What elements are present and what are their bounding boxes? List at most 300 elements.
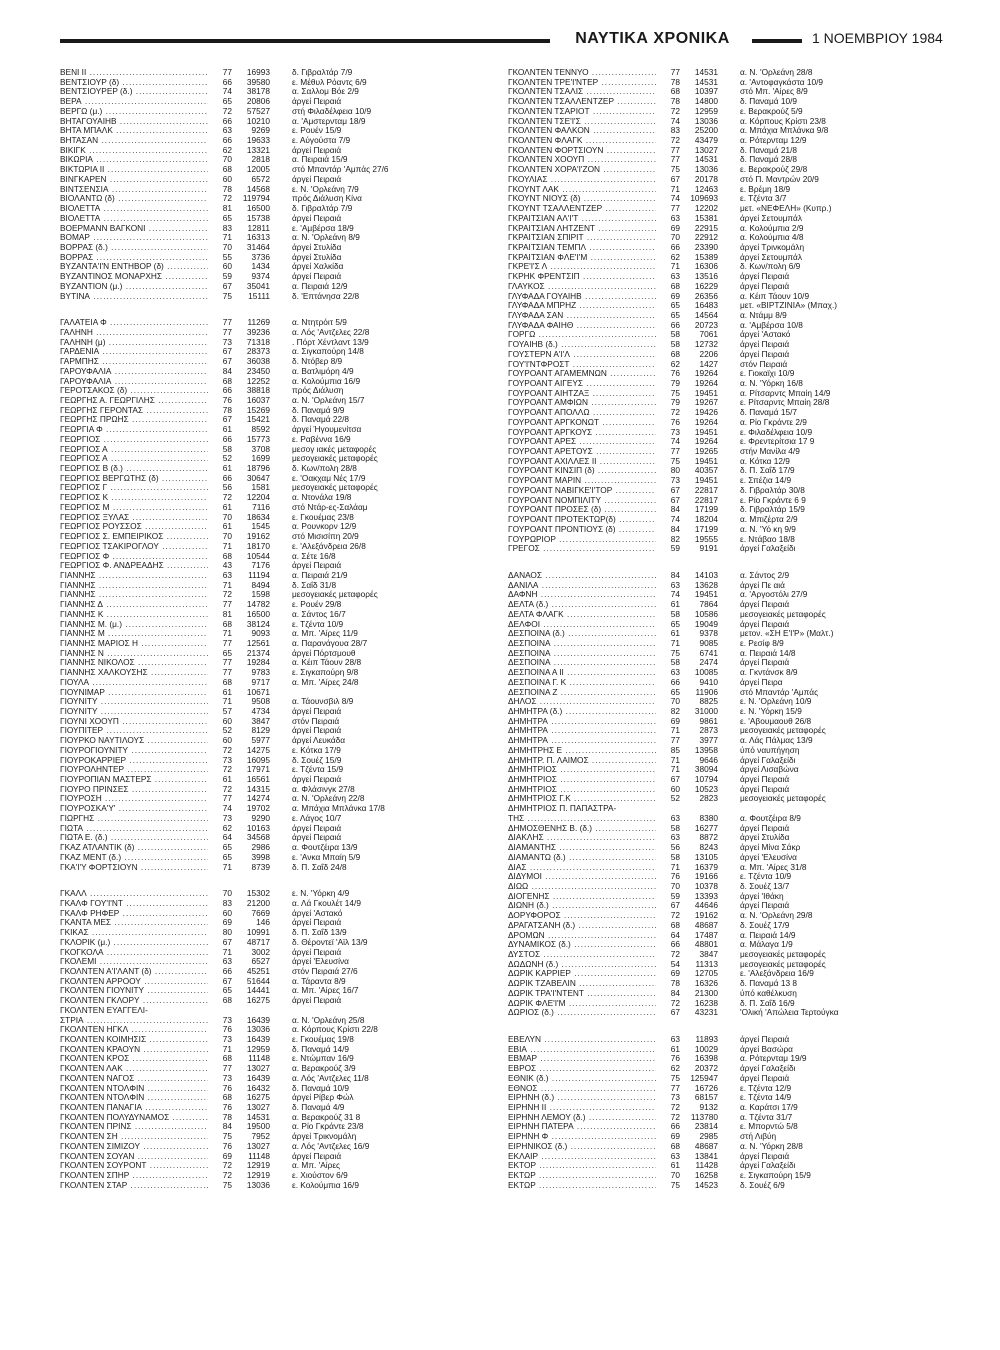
build-year: 58 <box>670 823 680 833</box>
ship-name: ΓΟΥΡΟΑΝΤ ΑΡΓΚΟΥΣ ..... <box>508 428 656 438</box>
ship-name: ΓΟΥΡΟΑΝΤ ΑΓΑΜΕΜΝΩΝ ..... <box>508 369 656 379</box>
ship-row <box>508 707 938 717</box>
ship-name: ΓΙΟΥΡΟ ΠΡΙΝΣΕΣ ..... <box>60 785 208 795</box>
gross-tonnage: 1581 <box>251 483 270 493</box>
build-year: 69 <box>222 918 232 928</box>
ship-row <box>60 175 490 185</box>
gross-tonnage: 2985 <box>699 1132 718 1142</box>
build-year: 73 <box>222 1073 232 1083</box>
gross-tonnage: 16398 <box>694 1054 718 1064</box>
ship-row <box>508 969 938 979</box>
gross-tonnage: 10210 <box>246 116 270 126</box>
build-year: 70 <box>670 233 680 243</box>
ship-name: ΓΟΥΡΟΑΝΤ ΑΜΦΙΩΝ ..... <box>508 398 656 408</box>
ship-name: ΔΗΜΗΤΡΙΟΣ ..... <box>508 765 656 775</box>
ship-name: ΔΙΔΥΜΟΙ ..... <box>508 872 656 882</box>
ship-status: δ. Γιβραλτάρ 7/9 <box>292 68 353 77</box>
build-year: 75 <box>670 1180 680 1190</box>
ship-row <box>60 620 490 630</box>
ship-name: ΓΟΥΡΟΑΝΤ ΠΡΟΝΤΙΟΥΣ (δ) ..... <box>508 525 656 535</box>
build-year: 73 <box>670 1093 680 1103</box>
ship-status: άργεί 'Ελευσίνα <box>292 957 349 967</box>
gross-tonnage: 8739 <box>251 862 270 872</box>
ship-name: ΔΕΣΠΟΙΝΑ Α II ..... <box>508 668 656 678</box>
ship-status: δ. Παναμά 10/9 <box>740 97 797 107</box>
gross-tonnage: 30647 <box>246 473 270 483</box>
ship-row <box>508 794 938 804</box>
ship-row <box>508 369 938 379</box>
gross-tonnage: 14531 <box>694 68 718 77</box>
ship-status: άργεί Πειραιά <box>740 600 790 610</box>
build-year: 72 <box>222 745 232 755</box>
ship-name: ΒΕΝΤΣΙΟΥΡ (δ) ..... <box>60 78 208 88</box>
gross-tonnage: 11148 <box>248 1151 270 1161</box>
ship-status: άργεί Πειραιά <box>740 340 790 350</box>
build-year: 71 <box>670 755 680 765</box>
ship-status: άργεί Τρικνομάλη <box>292 1132 357 1142</box>
build-year: 58 <box>670 330 680 340</box>
ship-status: άργεί Πειραιά <box>740 281 790 291</box>
ship-name: ΓΡΕΓΟΣ ..... <box>508 544 656 554</box>
ship-row <box>60 1006 490 1016</box>
ship-row <box>508 350 938 360</box>
ship-row <box>508 418 938 428</box>
ship-row <box>60 292 490 302</box>
ship-row <box>508 1132 938 1142</box>
ship-name: ΕΙΡΗΝΗ II ..... <box>508 1103 656 1113</box>
gross-tonnage: 15269 <box>246 405 270 415</box>
gross-tonnage: 1545 <box>251 522 270 532</box>
ship-status: α. Κότκα 12/9 <box>740 456 790 466</box>
gross-tonnage: 19633 <box>246 136 270 146</box>
gross-tonnage: 15738 <box>246 213 270 223</box>
build-year: 77 <box>222 658 232 668</box>
ship-status: άργεί Πειραιά <box>740 823 790 833</box>
ship-row <box>508 1161 938 1171</box>
ship-row <box>508 678 938 688</box>
ship-status: άργεί Πειραιά <box>292 726 342 736</box>
build-year: 71 <box>670 862 680 872</box>
gross-tonnage: 10991 <box>246 928 270 938</box>
ship-status: α. Πειραιά 21/9 <box>292 570 348 580</box>
ship-row <box>508 697 938 707</box>
gross-tonnage: 7952 <box>251 1132 270 1142</box>
ship-row <box>60 986 490 996</box>
ship-row <box>508 126 938 136</box>
ship-status: ε. Τζέντα 14/9 <box>740 1093 792 1103</box>
ship-status: α. Κολούμπια 16/9 <box>292 376 361 386</box>
gross-tonnage: 17199 <box>694 505 718 515</box>
ship-status: ε. Ν. 'Υόρκη 15/9 <box>740 707 802 716</box>
ship-name: ΓΚΑΛΛ ..... <box>60 889 208 899</box>
build-year: 66 <box>222 77 232 87</box>
build-year: 60 <box>222 716 232 726</box>
ship-row <box>60 1132 490 1142</box>
ship-name: ΒΙΝΤΣΕΝΣΙΑ ..... <box>60 185 208 195</box>
gross-tonnage: 16238 <box>694 998 718 1008</box>
build-year: 78 <box>222 184 232 194</box>
ship-name: ΓΛΑΥΚΟΣ ..... <box>508 282 656 292</box>
ship-row <box>508 437 938 447</box>
ship-status: ε. 'Οακχαμ Νές 17/9 <box>292 473 366 483</box>
gross-tonnage: 9378 <box>699 629 718 639</box>
build-year: 61 <box>222 775 232 785</box>
build-year: 77 <box>222 638 232 648</box>
ship-name: ΓΙΟΥΠΙΤΕΡ ..... <box>60 726 208 736</box>
ship-row <box>508 155 938 165</box>
ship-status: πρός Διάλυση Κίνα <box>292 194 362 204</box>
ship-name: ΔΕΣΠΟΙΝΑ ..... <box>508 649 656 659</box>
ship-status: ε. Βερακρούζ 29/8 <box>740 165 808 175</box>
build-year: 78 <box>670 77 680 87</box>
build-year: 75 <box>670 388 680 398</box>
publication-title: ΝΑΥΤΙΚΑ ΧΡΟΝΙΚΑ <box>575 30 730 47</box>
ship-name: ΓΑΛΗΝΗ ..... <box>60 328 208 338</box>
ship-name: ΣΤΡΙΑ ..... <box>60 1016 208 1026</box>
build-year: 72 <box>670 106 680 116</box>
ship-row <box>60 996 490 1006</box>
gross-tonnage: 14441 <box>246 986 270 996</box>
build-year: 54 <box>670 959 680 969</box>
ship-row <box>60 194 490 204</box>
build-year: 71 <box>222 629 232 639</box>
ship-row <box>508 457 938 467</box>
ship-name: ΓΚΟΛΝΤΕΝ ΤΣΑΛΙΣ ..... <box>508 87 656 97</box>
gross-tonnage: 45251 <box>246 966 270 976</box>
build-year: 77 <box>222 668 232 678</box>
ship-row <box>508 610 938 620</box>
gross-tonnage: 14103 <box>694 570 718 580</box>
ship-name: ΒΥΖΑΝΤΙΝΟΣ ΜΟΝΑΡΧΗΣ ..... <box>60 272 208 282</box>
ship-status: ε. 'Αβουμαουθ 26/8 <box>740 716 812 726</box>
gross-tonnage: 7061 <box>699 330 718 340</box>
gross-tonnage: 13321 <box>246 145 270 155</box>
ship-status: ε. Σπέζια 14/9 <box>740 476 792 486</box>
gross-tonnage: 1427 <box>699 359 718 369</box>
ship-row <box>508 496 938 506</box>
ship-row <box>508 1084 938 1094</box>
gross-tonnage: 10378 <box>694 881 718 891</box>
gross-tonnage: 9085 <box>699 638 718 648</box>
ship-status: α. Ν. 'Υό κη 9/9 <box>740 524 796 534</box>
build-year: 63 <box>222 126 232 136</box>
build-year: 80 <box>670 466 680 476</box>
ship-name: ΒΙΚΙΓΚ ..... <box>60 146 208 156</box>
build-year: 77 <box>222 600 232 610</box>
ship-status: α. Κόρπους Κρίστι 23/8 <box>740 116 826 126</box>
ship-status: α. Πειραιά 12/9 <box>292 281 348 291</box>
ship-name: ΓΚΟΛΝΤΕΝ ΧΟΡΑ'Ι'ΖΟΝ ..... <box>508 165 656 175</box>
build-year: 71 <box>670 184 680 194</box>
build-year: 67 <box>670 495 680 505</box>
ship-row <box>508 447 938 457</box>
ship-row <box>60 688 490 698</box>
gross-tonnage: 13036 <box>246 1180 270 1190</box>
ship-name: ΓΕΩΡΓΙΟΣ ΞΥΛΑΣ ..... <box>60 513 208 523</box>
gross-tonnage: 9191 <box>699 544 718 554</box>
build-year: 68 <box>222 677 232 687</box>
ship-status: δ. Κων/πολη 28/8 <box>292 464 357 474</box>
ship-name: BENI II ..... <box>60 68 208 78</box>
ship-status: άργεί Πειραιά <box>292 823 342 833</box>
ship-status: α. Βερακρούζ 3/9 <box>292 1064 356 1074</box>
ship-status: ε. Φρεντερίτσια 17 9 <box>740 437 815 447</box>
gross-tonnage: 12919 <box>246 1171 270 1181</box>
build-year: 77 <box>670 1083 680 1093</box>
ship-row <box>60 977 490 987</box>
ship-row <box>60 600 490 610</box>
ship-status: στή Φιλαδέλφεια 10/9 <box>292 106 372 116</box>
ship-status: δ. Γιβραλτάρ 15/9 <box>740 505 805 515</box>
ship-row <box>60 97 490 107</box>
ship-row <box>508 1035 938 1045</box>
gross-tonnage: 12705 <box>694 969 718 979</box>
ship-row <box>60 1074 490 1084</box>
ship-status: α. Μπ. 'Αίρες 11/9 <box>292 629 358 639</box>
ship-name: ΓΚΑΛΦ ΡΗΦΕΡ ..... <box>60 909 208 919</box>
ship-status: α. Μπάχια Μπλάνκα 17/8 <box>292 804 385 814</box>
ship-row <box>60 318 490 328</box>
build-year: 80 <box>222 928 232 938</box>
gross-tonnage: 16500 <box>246 609 270 619</box>
build-year: 66 <box>222 386 232 396</box>
ship-status: μεσογειακές μεταφορές <box>740 794 826 804</box>
ship-row <box>508 668 938 678</box>
ship-status: δ. Σαΐδ 31/8 <box>292 580 337 590</box>
gross-tonnage: 19162 <box>694 911 718 921</box>
ship-row <box>60 756 490 766</box>
gross-tonnage: 18204 <box>694 515 718 525</box>
ship-name: ΕΚΤΟΡ ..... <box>508 1161 656 1171</box>
ship-name: ΓΙΑΝΝΗΣ ..... <box>60 581 208 591</box>
build-year: 67 <box>670 1008 680 1018</box>
ship-name: ΕΒΙΑ ..... <box>508 1045 656 1055</box>
ship-status: άργεί Πειραιά <box>292 947 342 957</box>
ship-row <box>60 522 490 532</box>
ship-status: ε. Ρουέν 15/9 <box>292 126 342 136</box>
gross-tonnage: 38818 <box>246 386 270 396</box>
build-year: 77 <box>222 327 232 337</box>
ship-status: ε. 'Αλεξάνδρεια 16/9 <box>740 969 814 979</box>
gross-tonnage: 1598 <box>251 590 270 600</box>
gross-tonnage: 16258 <box>694 1171 718 1181</box>
ship-row <box>60 136 490 146</box>
build-year: 69 <box>670 1132 680 1142</box>
ship-row <box>60 746 490 756</box>
gross-tonnage: 36038 <box>246 357 270 367</box>
ship-row <box>60 938 490 948</box>
ship-row <box>508 224 938 234</box>
ship-name: ΓΚΡΑΙΤΣΙΑΝ ΛΗΤΖΕΝΤ ..... <box>508 224 656 234</box>
ship-status: α. Φουτζέιρα 8/9 <box>740 813 801 823</box>
build-year: 66 <box>670 940 680 950</box>
gross-tonnage: 16275 <box>246 1093 270 1103</box>
gross-tonnage: 16306 <box>694 262 718 272</box>
ship-name: ΓΙΟΥΡΟΣΗ ..... <box>60 794 208 804</box>
ship-row <box>508 979 938 989</box>
gross-tonnage: 146 <box>256 918 270 928</box>
ship-status: α. Τζέντα 31/7 <box>740 1112 793 1122</box>
build-year: 70 <box>222 889 232 899</box>
ship-row <box>60 165 490 175</box>
ship-row <box>60 1084 490 1094</box>
build-year: 76 <box>670 1054 680 1064</box>
ship-row <box>60 736 490 746</box>
gross-tonnage: 2873 <box>699 726 718 736</box>
ship-status: στό Π. Μαντρών 20/9 <box>740 174 819 184</box>
gross-tonnage: 6572 <box>251 174 270 184</box>
ship-name: ΒΗΤΑΓΟΥΑΙΗΒ ..... <box>60 117 208 127</box>
ship-row <box>60 1181 490 1191</box>
gross-tonnage: 19500 <box>246 1122 270 1132</box>
build-year: 68 <box>670 87 680 97</box>
ship-row <box>508 620 938 630</box>
ship-row <box>60 328 490 338</box>
ship-row <box>60 435 490 445</box>
build-year: 60 <box>222 908 232 918</box>
gross-tonnage: 6741 <box>699 648 718 658</box>
build-year: 61 <box>222 464 232 474</box>
ship-status: στόν Πειραιά <box>292 716 340 726</box>
ship-name: ΓΑΡΜΠΗΣ ..... <box>60 357 208 367</box>
gross-tonnage: 10671 <box>246 687 270 697</box>
ship-status: άργεί Γαλαξείδι <box>740 1064 796 1074</box>
ship-status: άργεί Πειραιά <box>292 707 342 716</box>
ship-name: ΓΚΑ'Ι'Υ ΦΟΡΤΣΙΟΥΝ ..... <box>60 863 208 873</box>
build-year: 59 <box>222 272 232 282</box>
ship-name: ΓΚΛΟΡΙΚ (μ.) ..... <box>60 938 208 948</box>
ship-name: ΕΙΡΗΝΗ ΠΑΤΕΡΑ ..... <box>508 1122 656 1132</box>
ship-row <box>508 1064 938 1074</box>
ship-name: ΓΟΥΡΟΑΝΤ ΑΠΟΛΛΩ ..... <box>508 408 656 418</box>
ship-name: ΒΕΡΑ ..... <box>60 97 208 107</box>
ship-status: α. Μπ. 'Αίρες 24/8 <box>292 677 359 687</box>
ship-name: ΓΙΟΥΝΙΤΥ ..... <box>60 707 208 717</box>
build-year: 71 <box>222 697 232 707</box>
ship-status: α. Γκντάνσκ 8/9 <box>740 668 798 678</box>
ship-name: ΓΚΟΛΝΤΕΝ ΗΓΚΛ ..... <box>60 1025 208 1035</box>
ship-status: α. Σάντος 16/7 <box>292 609 346 619</box>
ship-name: ΓΚΟΥΛΙΑΣ ..... <box>508 175 656 185</box>
build-year: 72 <box>670 949 680 959</box>
ship-row <box>60 1152 490 1162</box>
build-year: 72 <box>222 765 232 775</box>
ship-name: ΓΚΟΛΝΤΕΝ ΣΙΜΙΖΟΥ ..... <box>60 1142 208 1152</box>
gross-tonnage: 12252 <box>246 376 270 386</box>
ship-row <box>60 483 490 493</box>
ship-status: δ. 'Επτάνησα 22/8 <box>292 291 360 301</box>
ship-status: δ. Π. Σαΐδ 17/9 <box>740 466 795 476</box>
ship-name: ΓΙΑΝΝΗΣ Κ ..... <box>60 610 208 620</box>
ship-row <box>60 146 490 156</box>
ship-row <box>508 330 938 340</box>
gross-tonnage: 19265 <box>694 447 718 457</box>
ship-name: ΓΟΥΡΟΑΝΤ ΠΡΟΣΕΣ (δ) ..... <box>508 505 656 515</box>
gross-tonnage: 8592 <box>251 425 270 435</box>
gross-tonnage: 16726 <box>694 1083 718 1093</box>
ship-name: ΓΛΥΦΑΔΑ ΣΑΝ ..... <box>508 311 656 321</box>
build-year <box>212 1006 232 1016</box>
ship-status: ε. Ρίο Γκράντε 6 9 <box>740 495 806 505</box>
ship-row <box>508 428 938 438</box>
gross-tonnage: 39236 <box>246 327 270 337</box>
build-year: 76 <box>222 1103 232 1113</box>
gross-tonnage: 11148 <box>248 1054 270 1064</box>
build-year: 70 <box>670 697 680 707</box>
ship-row <box>60 717 490 727</box>
build-year: 77 <box>670 68 680 77</box>
ship-status: στόν Πειραιά <box>740 359 788 369</box>
ship-name: ΓΚΟΛΝΤΕΝ Α'Ι'ΛΑΝΤ (δ) ..... <box>60 967 208 977</box>
ship-name: ΓΙΟΥΝΙΜΑΡ ..... <box>60 688 208 698</box>
ship-status: δ. Ντόβερ 8/9 <box>292 357 343 367</box>
ship-status: άργεί Πειραιά <box>740 784 790 794</box>
build-year: 78 <box>222 1112 232 1122</box>
gross-tonnage: 16483 <box>694 301 718 311</box>
ship-status: άργεί Πειραιά <box>292 833 342 843</box>
build-year: 55 <box>222 252 232 262</box>
ship-row <box>60 542 490 552</box>
ship-name: ΓΚΟΛΝΤΕΝ ΑΡΡΟΟΥ ..... <box>60 977 208 987</box>
build-year: 65 <box>222 852 232 862</box>
ship-status: α. Κέιπ Τάουν 10/9 <box>740 291 810 301</box>
gross-tonnage: 23390 <box>694 242 718 252</box>
gross-tonnage: 48717 <box>246 937 270 947</box>
gross-tonnage: 9374 <box>251 272 270 282</box>
ship-status: ε. Φιλαδέλφεια 10/9 <box>740 427 813 437</box>
ship-status: άργεί Πειραιά <box>292 174 342 184</box>
build-year: 61 <box>670 600 680 610</box>
ship-status: α. Μπιζέρτα 2/9 <box>740 515 798 525</box>
ship-status: μετ. «ΝΕΦΕΛΗ» (Κυπρ.) <box>740 204 832 214</box>
ship-row <box>60 1113 490 1123</box>
ship-row <box>508 765 938 775</box>
build-year: 71 <box>222 233 232 243</box>
gross-tonnage: 12811 <box>247 223 270 233</box>
ship-status: άργεί Πειραιά <box>740 619 790 629</box>
gross-tonnage: 17971 <box>246 765 270 775</box>
ship-row <box>508 165 938 175</box>
ship-status: μεσογειακές μεταφορές <box>740 949 826 959</box>
ship-row <box>60 629 490 639</box>
build-year: 76 <box>670 417 680 427</box>
ship-name: ΓΟΥΡΟΑΝΤ ΑΙΗΤΖΑΞ ..... <box>508 389 656 399</box>
ship-status: α. Μπ. 'Αίρες <box>292 1161 341 1171</box>
ship-name: ΓΚΑΖ ΑΤΛΑΝΤΙΚ (δ) ..... <box>60 843 208 853</box>
gross-tonnage: 13958 <box>694 745 718 755</box>
gross-tonnage: 9269 <box>251 126 270 136</box>
gross-tonnage: 125947 <box>690 1073 718 1083</box>
ship-status: α. Ν. 'Υόρκη 28/8 <box>740 1141 803 1151</box>
build-year: 68 <box>222 551 232 561</box>
gross-tonnage: 13027 <box>694 145 718 155</box>
gross-tonnage: 20372 <box>694 1064 718 1074</box>
ship-row <box>60 853 490 863</box>
build-year: 69 <box>670 969 680 979</box>
ship-row <box>508 117 938 127</box>
ship-status: ε. 'Αμβέρσα 18/9 <box>292 223 354 233</box>
ship-status: μεσογειακές μεταφορές <box>292 590 378 600</box>
ship-row <box>508 882 938 892</box>
ship-status: δ. Θέροντεϊ 'Αϊλ 13/9 <box>292 937 368 947</box>
gross-tonnage: 109693 <box>690 194 718 204</box>
ship-name: ΓΟΥΡΟΑΝΤ ΝΟΜΠΙΛΙΤΥ ..... <box>508 496 656 506</box>
ship-name: ΓΟΥΡΟΑΝΤ ΠΡΟΤΕΚΤΩΡ(δ) ..... <box>508 515 656 525</box>
ship-name: ΒΕΡΓΩ (μ.) ..... <box>60 107 208 117</box>
ship-status: άργεί Βασώρα <box>740 1044 793 1054</box>
ship-row <box>508 600 938 610</box>
ship-name: ΔΩΔΩΝΗ (δ.) ..... <box>508 960 656 970</box>
